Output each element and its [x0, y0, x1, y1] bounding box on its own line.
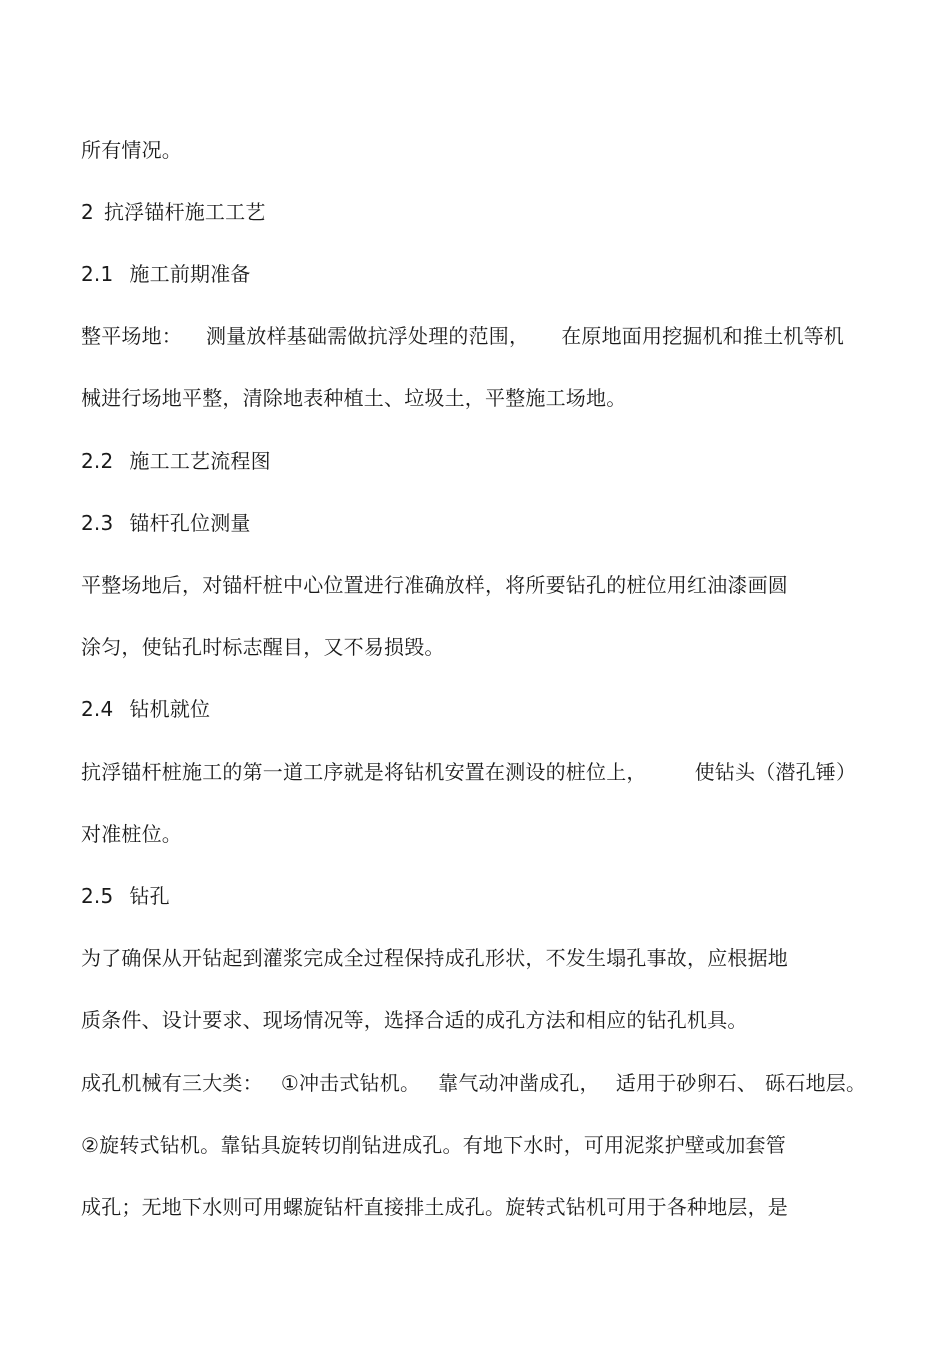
section-heading-2-4	[81, 694, 210, 724]
text-line: 对准桩位。	[81, 822, 182, 846]
heading-title: 锚杆孔位测量	[129, 511, 251, 535]
heading-title: 施工前期准备	[129, 262, 251, 286]
heading-title: 钻孔	[129, 884, 170, 908]
heading-number: 2.3	[81, 511, 114, 535]
section-heading-2-2	[81, 446, 271, 476]
text-line: 成孔机械有三大类： ①冲击式钻机。 靠气动冲凿成孔， 适用于砂卵石、 砾石地层。	[81, 1071, 867, 1095]
heading-number: 2.1	[81, 262, 114, 286]
text-line: 成孔；无地下水则可用螺旋钻杆直接排土成孔。旋转式钻机可用于各种地层，是	[81, 1195, 788, 1219]
text-line: 械进行场地平整，清除地表种植土、垃圾土，平整施工场地。	[81, 386, 627, 410]
text-line: 所有情况。	[81, 138, 182, 162]
heading-title: 施工工艺流程图	[129, 449, 271, 473]
text-line: ②旋转式钻机。靠钻具旋转切削钻进成孔。有地下水时，可用泥浆护壁或加套管	[81, 1133, 786, 1157]
text-line: 整平场地： 测量放样基础需做抗浮处理的范围， 在原地面用挖掘机和推土机等机	[81, 324, 845, 348]
section-heading-2	[81, 197, 266, 227]
heading-number: 2	[81, 200, 94, 224]
section-heading-2-5	[81, 881, 170, 911]
heading-number: 2.5	[81, 884, 114, 908]
text-line: 质条件、设计要求、现场情况等，选择合适的成孔方法和相应的钻孔机具。	[81, 1008, 748, 1032]
text-line: 为了确保从开钻起到灌浆完成全过程保持成孔形状，不发生塌孔事故，应根据地	[81, 946, 788, 970]
heading-title: 钻机就位	[129, 697, 211, 721]
text-line: 涂匀，使钻孔时标志醒目，又不易损毁。	[81, 635, 445, 659]
heading-number: 2.4	[81, 697, 114, 721]
section-heading-2-3	[81, 508, 251, 538]
heading-number: 2.2	[81, 449, 114, 473]
text-line: 平整场地后，对锚杆桩中心位置进行准确放样，将所要钻孔的桩位用红油漆画圆	[81, 573, 788, 597]
heading-title: 抗浮锚杆施工工艺	[103, 200, 266, 224]
text-line: 抗浮锚杆桩施工的第一道工序就是将钻机安置在测设的桩位上， 使钻头（潜孔锤）	[81, 760, 857, 784]
section-heading-2-1	[81, 259, 251, 289]
